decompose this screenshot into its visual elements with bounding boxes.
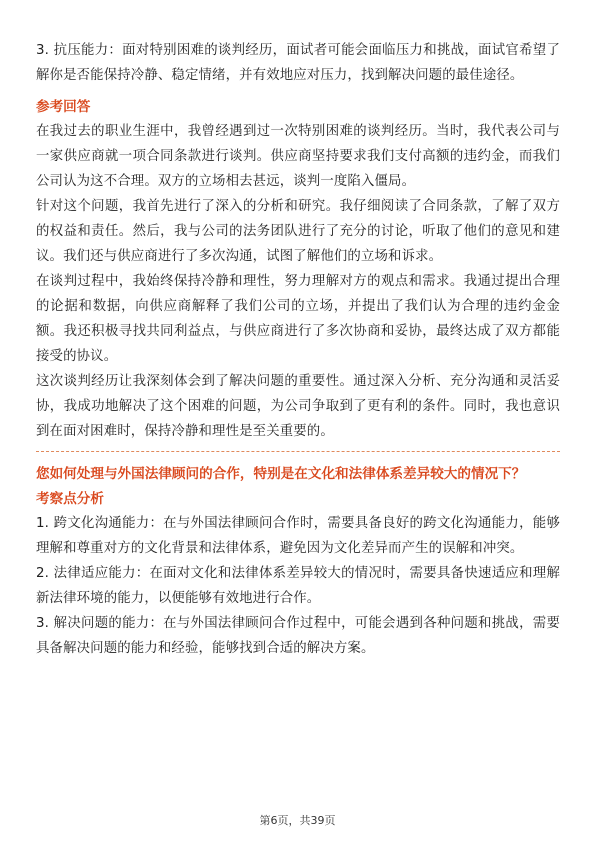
- page-content: [36, 38, 560, 661]
- analysis-point-1: 1. 跨文化沟通能力：在与外国法律顾问合作时，需要具备良好的跨文化沟通能力，能够理解和尊重对方的文化背景和法律体系，避免因为文化差异而产生的误解和冲突。: [36, 516, 560, 556]
- answer-paragraph-4: 这次谈判经历让我深刻体会到了解决问题的重要性。通过深入分析、充分沟通和灵活妥协，我成功地解决了这个困难的问题，为公司争取到了更有利的条件。同时，我也意识到在面对困难时，保持冷静和理性是至关重要的。: [36, 374, 560, 439]
- reference-answer-heading: 参考回答: [36, 99, 91, 115]
- answer-paragraph-3: 在谈判过程中，我始终保持冷静和理性，努力理解对方的观点和需求。我通过提出合理的论据和数据，向供应商解释了我们公司的立场，并提出了我们认为合理的违约金金额。我还积极寻找共同利益点，与供应商进行了多次协商和妥协，最终达成了双方都能接受的协议。: [36, 274, 560, 364]
- analysis-point-2: 2. 法律适应能力：在面对文化和法律体系差异较大的情况时，需要具备快速适应和理解新法律环境的能力，以便能够有效地进行合作。: [36, 566, 560, 606]
- analysis-point-3: 3. 解决问题的能力：在与外国法律顾问合作过程中，可能会遇到各种问题和挑战，需要具备解决问题的能力和经验，能够找到合适的解决方案。: [36, 616, 560, 656]
- section-divider: [36, 451, 560, 452]
- page-number: 第6页，共39页: [259, 814, 336, 827]
- question-title: 您如何处理与外国法律顾问的合作，特别是在文化和法律体系差异较大的情况下？: [36, 466, 526, 482]
- answer-paragraph-2: 针对这个问题，我首先进行了深入的分析和研究。我仔细阅读了合同条款，了解了双方的权益和责任。然后，我与公司的法务团队进行了充分的讨论，听取了他们的意见和建议。我们还与供应商进行了多次沟通，试图了解他们的立场和诉求。: [36, 199, 560, 264]
- answer-paragraph-1: 在我过去的职业生涯中，我曾经遇到过一次特别困难的谈判经历。当时，我代表公司与一家供应商就一项合同条款进行谈判。供应商坚持要求我们支付高额的违约金，而我们公司认为这不合理。双方的立场相去甚远，谈判一度陷入僵局。: [36, 124, 560, 189]
- previous-point-3: 3. 抗压能力：面对特别困难的谈判经历，面试者可能会面临压力和挑战，面试官希望了解你是否能保持冷静、稳定情绪，并有效地应对压力，找到解决问题的最佳途径。: [36, 43, 560, 83]
- analysis-heading: 考察点分析: [36, 491, 104, 507]
